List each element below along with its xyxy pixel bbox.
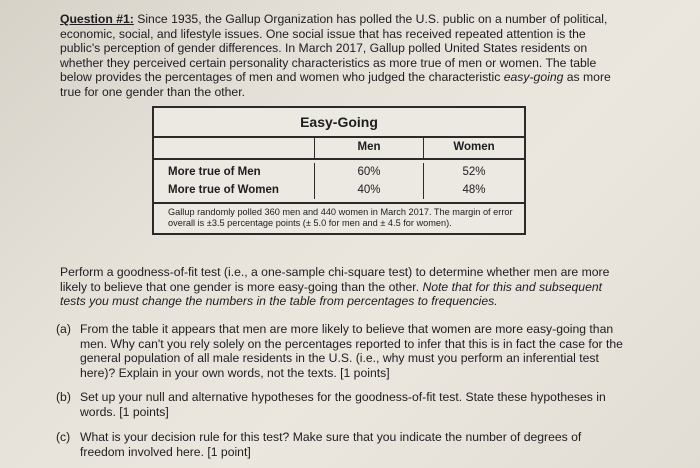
row-label: More true of Women [154, 181, 315, 199]
cell-value: 40% [315, 181, 424, 199]
cell-value: 52% [462, 166, 486, 178]
part-text: What is your decision rule for this test? Make sure that you indicate the number of degrees of freedom involved here. [1 point] [80, 430, 582, 459]
table-note: Gallup randomly polled 360 men and 440 women in March 2017. The margin of error overall is ±3.5 percentage points (± 5.0 for men and ± 4.5 for women). [154, 202, 524, 233]
instructions-text: Perform a goodness-of-fit test (i.e., a one-sample chi-square test) to determine whether men are more likely to believe that one gender is more easy-going than the other. [60, 265, 610, 294]
header-men: Men [315, 138, 424, 158]
part-label: (a) [56, 322, 71, 336]
part-label: (c) [56, 430, 71, 444]
easy-going-table [152, 106, 526, 235]
part-text: From the table it appears that men are more likely to believe that women are more easy-going than men. Why can't you rely solely on the percentages reported to infer that this is in fact the case for the general population of all male residents in the U.S. (i.e., why must you perform an inferential test here)? Explain in your own words, not the texts. [1 points] [80, 322, 623, 380]
part-label: (b) [56, 390, 71, 404]
part-b [56, 390, 626, 419]
table-header-row [154, 138, 524, 160]
intro-text-end: as more true for one gender than the other. [60, 70, 611, 99]
part-text: Set up your null and alternative hypotheses for the goodness-of-fit test. State these hypotheses in words. [1 points] [80, 390, 606, 419]
header-women: Women [453, 141, 495, 153]
table-title: Easy-Going [154, 108, 524, 138]
intro-text: Since 1935, the Gallup Organization has polled the U.S. public on a number of political, economic, social, and lifestyle issues. One social issue that has received repeated attention is the public's perception of gender differences. In March 2017, Gallup polled United States residents on whether they perceived certain personality characteristics as more true of men or women. The table below provides the percentages of men and women who judged the characteristic [60, 12, 608, 85]
header-blank [154, 138, 315, 158]
cell-value: 60% [315, 163, 424, 181]
question-label: Question #1: [60, 12, 134, 26]
table-row [154, 160, 524, 181]
instructions-note: Note that for this and subsequent tests you must change the numbers in the table from percentages to frequencies. [60, 279, 603, 309]
instructions [60, 265, 620, 309]
part-a [56, 322, 626, 380]
part-c [56, 430, 626, 459]
table-row [154, 181, 524, 202]
question-intro [60, 12, 620, 100]
row-label: More true of Men [154, 163, 315, 181]
cell-value: 48% [462, 184, 486, 196]
intro-italic-term: easy-going [503, 70, 564, 85]
